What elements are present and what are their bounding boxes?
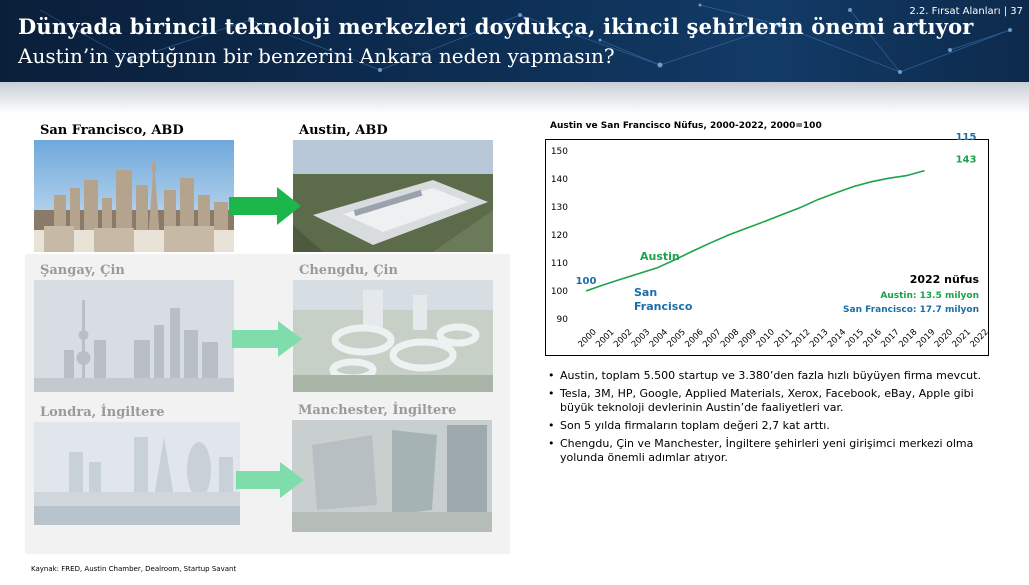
key-facts-list: [548, 369, 988, 469]
x-tick-label: 2010: [754, 327, 777, 350]
header-shadow: [0, 82, 1029, 114]
x-tick-label: 2012: [790, 327, 813, 350]
y-tick-label: 150: [550, 147, 568, 157]
x-tick-label: 2022: [968, 327, 991, 350]
city-label-manchester: Manchester, İngiltere: [298, 403, 457, 418]
x-tick-label: 2011: [772, 327, 795, 350]
x-tick-label: 2002: [612, 327, 635, 350]
x-tick-label: 2003: [629, 327, 653, 350]
x-tick-label: 2016: [861, 327, 884, 350]
legend-title: 2022 nüfus: [909, 273, 979, 286]
y-tick-label: 140: [550, 175, 568, 185]
city-label-shanghai: Şangay, Çin: [40, 263, 125, 278]
manchester-photo: [292, 420, 492, 532]
x-tick-label: 2018: [897, 327, 920, 350]
y-tick-label: 100: [550, 287, 568, 297]
city-label-chengdu: Chengdu, Çin: [299, 263, 398, 278]
austin-photo: [293, 140, 493, 252]
series-label-sf: Francisco: [634, 300, 693, 313]
page-title: Dünyada birincil teknoloji merkezleri doydukça, ikincil şehirlerin önemi artıyor: [18, 14, 974, 39]
x-tick-label: 2017: [879, 327, 902, 350]
list-item: • Tesla, 3M, HP, Google, Applied Materials, Xerox, Facebook, eBay, Apple gibi büyük teknoloji devlerinin Austin’de faaliyetleri var.: [548, 387, 988, 415]
chart-canvas: [546, 132, 991, 355]
x-tick-label: 2015: [843, 327, 867, 350]
chart-title: Austin ve San Francisco Nüfus, 2000-2022, 2000=100: [550, 121, 822, 131]
san-francisco-photo: [34, 140, 234, 252]
x-tick-label: 2006: [683, 327, 706, 350]
y-tick-label: 130: [550, 203, 568, 213]
x-tick-label: 2014: [825, 327, 849, 350]
data-label-sf-end: 115: [955, 132, 977, 143]
x-tick-label: 2019: [914, 327, 938, 350]
page-reference: 2.2. Fırsat Alanları | 37: [909, 6, 1023, 17]
shanghai-photo: [34, 280, 234, 392]
population-line-chart: [545, 132, 991, 356]
page-subtitle: Austin’in yaptığının bir benzerini Ankara neden yapmasın?: [18, 44, 615, 68]
series-label-sf: San: [634, 286, 658, 299]
city-label-austin: Austin, ABD: [299, 123, 388, 138]
source-note: Kaynak: FRED, Austin Chamber, Dealroom, Startup Savant: [31, 565, 237, 573]
header-banner: [0, 0, 1029, 82]
x-tick-label: 2013: [808, 327, 831, 350]
arrow-right-icon: [232, 321, 302, 357]
city-label-san-francisco: San Francisco, ABD: [40, 123, 184, 138]
arrow-right-icon: [236, 462, 304, 498]
series-line-austin: [586, 171, 925, 291]
series-label-austin: Austin: [640, 250, 680, 263]
x-tick-label: 2008: [718, 327, 742, 350]
list-item: • Son 5 yılda firmaların toplam değeri 2,7 kat arttı.: [548, 419, 988, 433]
x-tick-label: 2000: [576, 327, 599, 350]
data-label-austin-end: 143: [955, 154, 977, 166]
legend-austin: Austin: 13.5 milyon: [880, 291, 979, 301]
network-background-graphic: [0, 0, 1029, 82]
x-tick-label: 2007: [701, 327, 724, 350]
list-item: • Chengdu, Çin ve Manchester, İngiltere şehirleri yeni girişimci merkezi olma yolunda önemli adımlar atıyor.: [548, 437, 988, 465]
chengdu-photo: [293, 280, 493, 392]
x-tick-label: 2004: [647, 327, 671, 350]
y-tick-label: 110: [550, 259, 568, 269]
list-item: • Austin, toplam 5.500 startup ve 3.380’den fazla hızlı büyüyen firma mevcut.: [548, 369, 988, 383]
london-photo: [34, 422, 240, 525]
data-label-start: 100: [575, 276, 597, 287]
city-label-london: Londra, İngiltere: [40, 405, 165, 420]
x-tick-label: 2001: [594, 327, 617, 350]
arrow-right-icon: [229, 187, 301, 225]
y-tick-label: 120: [550, 231, 568, 241]
x-tick-label: 2009: [736, 327, 760, 350]
x-tick-label: 2020: [932, 327, 956, 350]
x-tick-label: 2005: [665, 327, 688, 350]
x-tick-label: 2021: [950, 327, 973, 350]
legend-sf: San Francisco: 17.7 milyon: [843, 305, 979, 315]
y-tick-label: 90: [556, 315, 568, 325]
